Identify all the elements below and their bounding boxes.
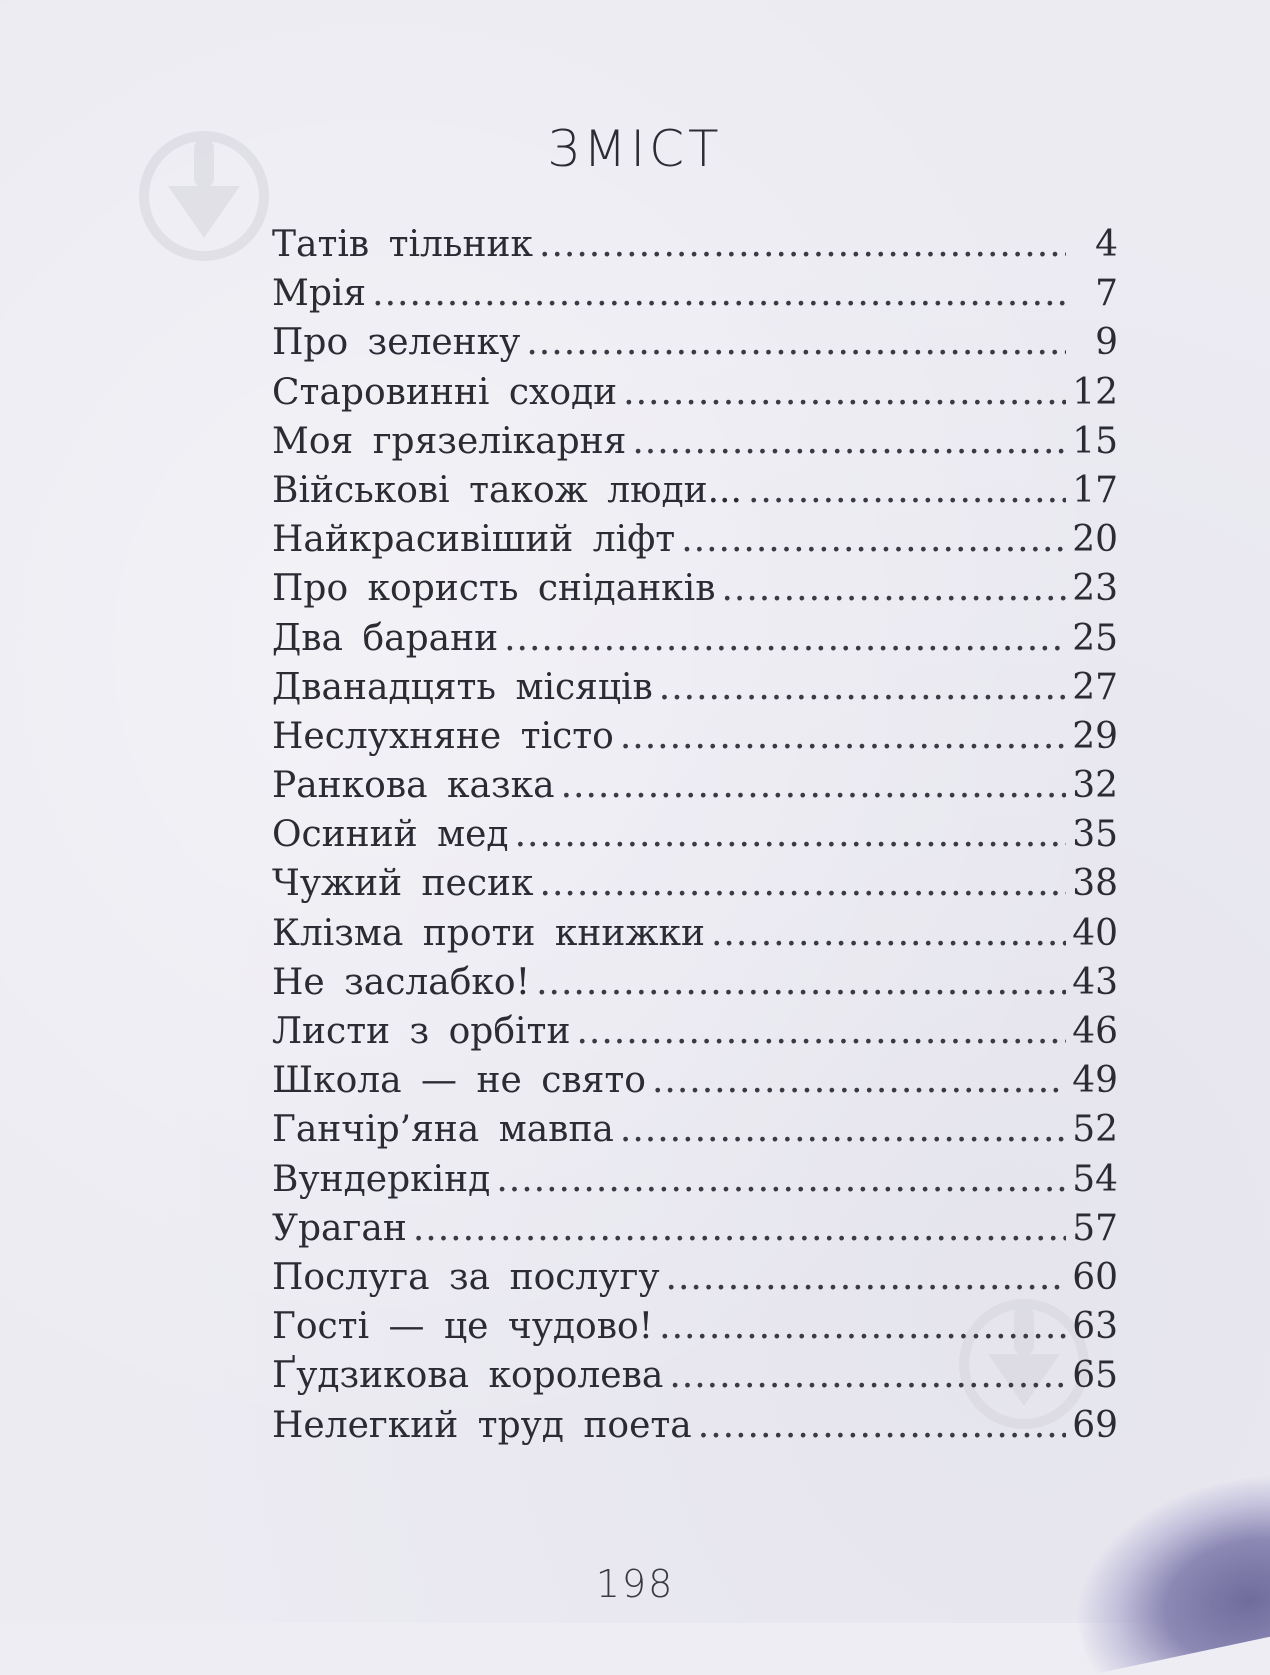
toc-entry[interactable] xyxy=(272,1253,1118,1302)
toc-entry-title: Татів тільник xyxy=(272,224,534,265)
dot-leader xyxy=(659,1302,1066,1351)
toc-entry-title: Нелегкий труд поета xyxy=(272,1404,692,1446)
dot-leader xyxy=(540,859,1066,908)
toc-entry-page: 43 xyxy=(1072,961,1118,1003)
toc-entry[interactable] xyxy=(272,1302,1118,1351)
dot-leader xyxy=(721,564,1066,613)
toc-entry[interactable] xyxy=(272,515,1118,564)
toc-entry[interactable] xyxy=(272,1401,1118,1450)
toc-entry-page: 57 xyxy=(1072,1207,1118,1249)
toc-entry[interactable] xyxy=(272,810,1118,859)
dot-leader xyxy=(496,1155,1066,1204)
toc-entry-page: 54 xyxy=(1072,1158,1118,1200)
dot-leader xyxy=(623,368,1066,417)
toc-entry-title: Ранкова казка xyxy=(272,765,555,807)
toc-entry[interactable] xyxy=(272,1204,1118,1253)
toc-entry-title: Послуга за послугу xyxy=(272,1256,660,1298)
toc-entry[interactable] xyxy=(272,1105,1118,1154)
toc-entry-title: Старовинні сходи xyxy=(272,371,618,413)
toc-entry-title: Ґудзикова королева xyxy=(272,1355,664,1397)
dot-leader xyxy=(652,1056,1066,1105)
toc-entry-page: 9 xyxy=(1095,322,1118,364)
toc-entry-page: 40 xyxy=(1072,912,1118,954)
page-title: ЗМІСТ xyxy=(547,120,723,178)
toc-entry-page: 25 xyxy=(1072,617,1118,659)
toc-entry-page: 46 xyxy=(1072,1011,1118,1052)
toc-entry-page: 52 xyxy=(1072,1109,1118,1151)
dot-leader xyxy=(632,417,1066,466)
dot-leader xyxy=(576,1007,1066,1056)
dot-leader xyxy=(748,466,1066,515)
toc-entry[interactable] xyxy=(272,859,1118,908)
toc-entry[interactable] xyxy=(272,712,1118,761)
toc-entry[interactable] xyxy=(272,466,1118,515)
toc-entry-page: 49 xyxy=(1072,1060,1118,1102)
dot-leader xyxy=(504,614,1066,663)
toc-entry-page: 27 xyxy=(1072,666,1118,708)
toc-entry[interactable] xyxy=(272,220,1118,269)
table-of-contents xyxy=(272,220,1118,1450)
toc-entry-page: 23 xyxy=(1072,568,1118,610)
toc-entry-title: Гості — це чудово! xyxy=(272,1306,654,1348)
toc-entry-page: 60 xyxy=(1072,1256,1118,1298)
toc-entry-page: 38 xyxy=(1072,863,1118,905)
toc-entry[interactable] xyxy=(272,417,1118,466)
toc-entry-page: 7 xyxy=(1095,273,1118,315)
toc-entry-title: Мрія xyxy=(272,273,367,315)
toc-entry-page: 20 xyxy=(1072,519,1118,561)
toc-entry[interactable] xyxy=(272,663,1118,712)
toc-entry-page: 4 xyxy=(1095,224,1118,265)
dot-leader xyxy=(515,810,1066,859)
toc-entry[interactable] xyxy=(272,269,1118,318)
toc-entry-page: 12 xyxy=(1072,371,1118,413)
toc-entry-page: 29 xyxy=(1072,715,1118,757)
toc-entry-page: 15 xyxy=(1072,420,1118,462)
toc-entry[interactable] xyxy=(272,909,1118,958)
toc-entry[interactable] xyxy=(272,1007,1118,1056)
toc-entry-title: Військові також люди... xyxy=(272,469,742,511)
dot-leader xyxy=(372,269,1066,318)
toc-entry-title: Дванадцять місяців xyxy=(272,666,653,708)
toc-entry[interactable] xyxy=(272,318,1118,367)
toc-entry[interactable] xyxy=(272,958,1118,1007)
toc-entry-page: 63 xyxy=(1072,1306,1118,1348)
toc-entry-title: Ураган xyxy=(272,1207,407,1249)
toc-entry-page: 17 xyxy=(1072,469,1118,511)
dot-leader xyxy=(539,220,1066,269)
dot-leader xyxy=(561,761,1066,810)
toc-entry[interactable] xyxy=(272,564,1118,613)
toc-entry[interactable] xyxy=(272,368,1118,417)
page-number: 198 xyxy=(595,1562,675,1606)
dot-leader xyxy=(526,318,1066,367)
toc-entry-page: 65 xyxy=(1072,1355,1118,1397)
toc-entry-title: Вундеркінд xyxy=(272,1158,491,1200)
toc-entry[interactable] xyxy=(272,1155,1118,1204)
dot-leader xyxy=(659,663,1066,712)
toc-entry-page: 35 xyxy=(1072,814,1118,856)
dot-leader xyxy=(620,1105,1066,1154)
toc-entry-title: Листи з орбіти xyxy=(272,1011,571,1052)
toc-entry-title: Про зеленку xyxy=(272,322,521,364)
dot-leader xyxy=(536,958,1066,1007)
toc-entry[interactable] xyxy=(272,1056,1118,1105)
toc-entry-title: Не заслабко! xyxy=(272,961,531,1003)
toc-entry-title: Неслухняне тісто xyxy=(272,715,614,757)
dot-leader xyxy=(666,1253,1066,1302)
toc-entry-title: Ганчір’яна мавпа xyxy=(272,1109,614,1151)
dot-leader xyxy=(681,515,1066,564)
dot-leader xyxy=(413,1204,1066,1253)
toc-entry-page: 32 xyxy=(1072,765,1118,807)
toc-entry-page: 69 xyxy=(1072,1404,1118,1446)
toc-entry-title: Чужий песик xyxy=(272,863,534,905)
toc-entry-title: Два барани xyxy=(272,617,499,659)
toc-entry[interactable] xyxy=(272,1351,1118,1400)
toc-entry-title: Клізма проти книжки xyxy=(272,912,705,954)
toc-entry-title: Моя грязелікарня xyxy=(272,420,627,462)
dot-leader xyxy=(711,909,1066,958)
toc-entry[interactable] xyxy=(272,761,1118,810)
dot-leader xyxy=(620,712,1066,761)
toc-entry-title: Найкрасивіший ліфт xyxy=(272,519,676,561)
toc-entry-title: Осиний мед xyxy=(272,814,509,856)
toc-entry-title: Про користь сніданків xyxy=(272,568,716,610)
dot-leader xyxy=(669,1351,1066,1400)
toc-entry-title: Школа — не свято xyxy=(272,1060,646,1102)
dot-leader xyxy=(698,1401,1066,1450)
toc-entry[interactable] xyxy=(272,614,1118,663)
